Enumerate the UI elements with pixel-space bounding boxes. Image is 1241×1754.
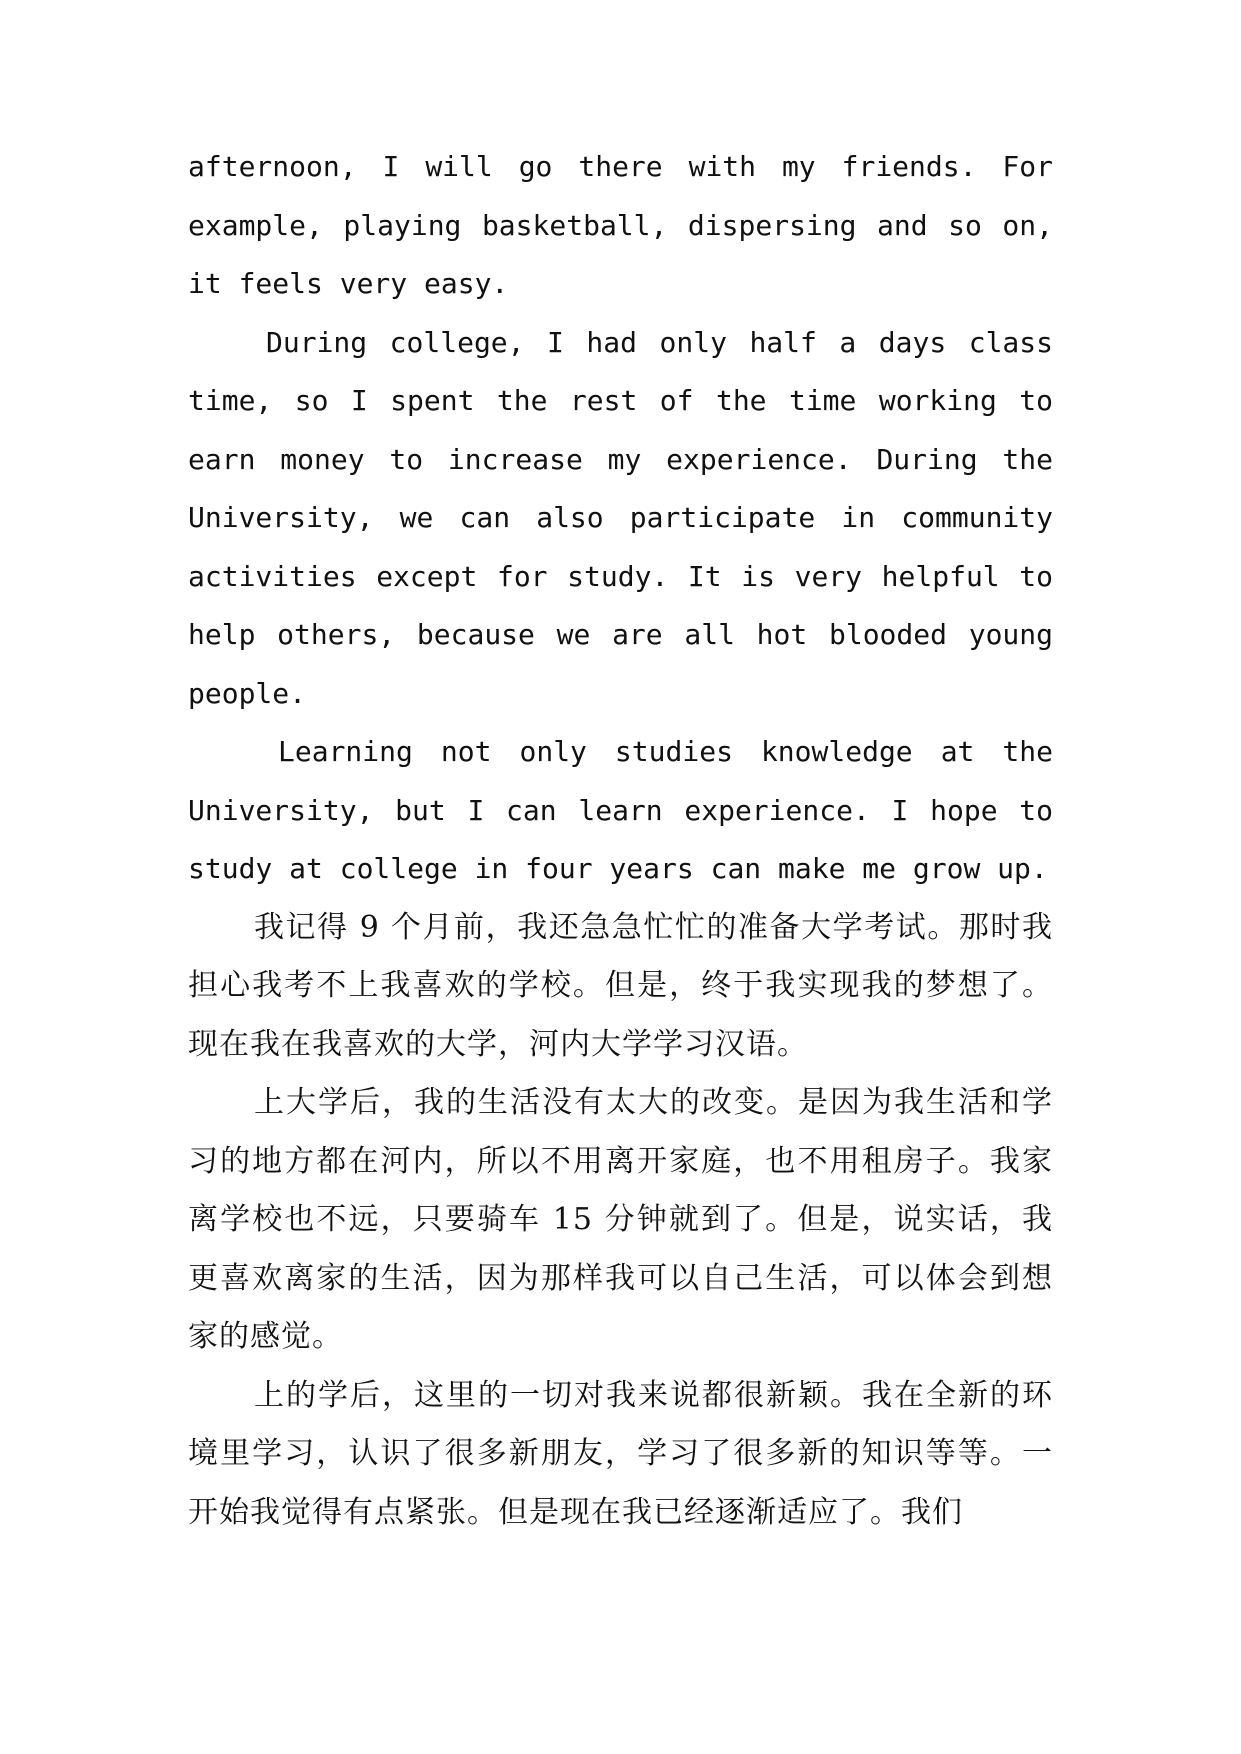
document-body [188, 138, 1053, 1542]
paragraph-zh-new-environment: 上的学后，这里的一切对我来说都很新颖。我在全新的环境里学习，认识了很多新朋友，学习了很多新的知识等等。一开始我觉得有点紧张。但是现在我已经逐渐适应了。我们 [188, 1377, 1053, 1530]
paragraph-learning: Learning not only studies knowledge at the University, but I can learn experience. I hope to study at college in four years can make me grow up. [188, 735, 1053, 885]
paragraph-zh-life: 上大学后，我的生活没有太大的改变。是因为我生活和学习的地方都在河内，所以不用离开家庭，也不用租房子。我家离学校也不远，只要骑车 15 分钟就到了。但是，说实话，我更喜欢离家的生活，因为那样我可以自己生活，可以体会到想家的感觉。 [188, 1085, 1053, 1354]
paragraph-zh-exam: 我记得 9 个月前，我还急急忙忙的准备大学考试。那时我担心我考不上我喜欢的学校。但是，终于我实现我的梦想了。现在我在我喜欢的大学，河内大学学习汉语。 [188, 909, 1053, 1062]
paragraph-college-work: During college, I had only half a days class time, so I spent the rest of the time working to earn money to increase my experience. During the University, we can also participate in community activities except for study. It is very helpful to help others, because we are all hot blooded young people. [188, 325, 1053, 710]
paragraph-afternoon: afternoon, I will go there with my friends. For example, playing basketball, dispersing and so on, it feels very easy. [188, 150, 1053, 300]
